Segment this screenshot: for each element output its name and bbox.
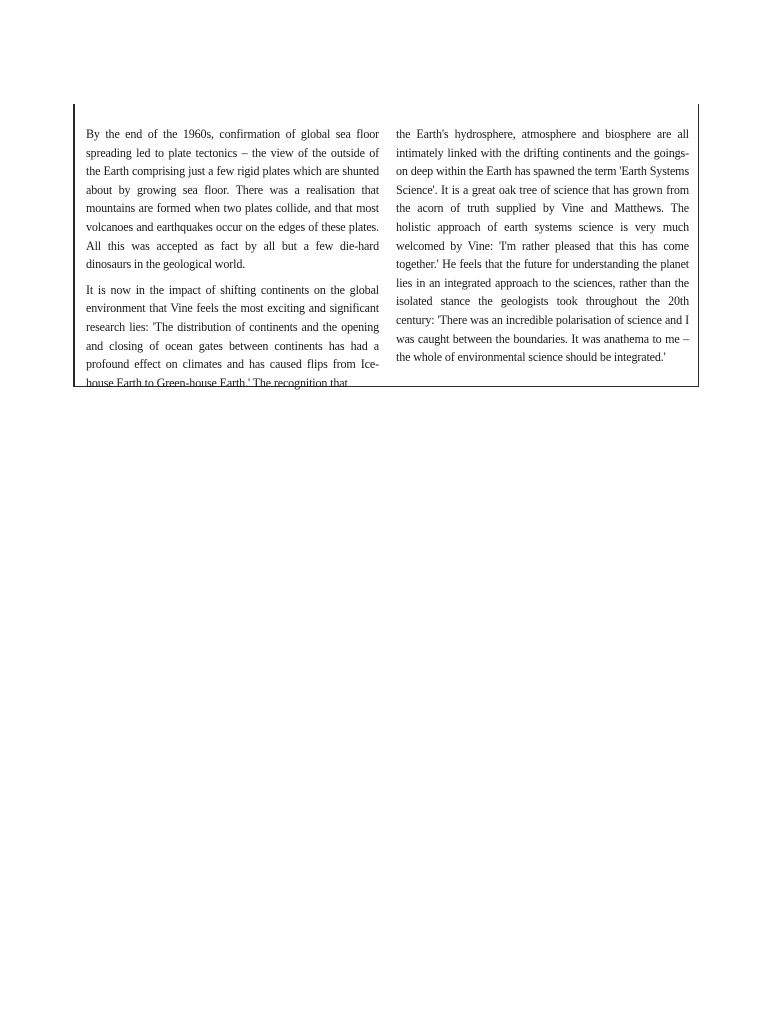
right-text-column — [396, 125, 689, 367]
left-border-rule — [73, 104, 75, 386]
left-paragraph-2: It is now in the impact of shifting continents on the global environment that Vine feels the most exciting and significant research lies: 'The distribution of continents and the opening and closing of ocean gates between continents has had a profound effect on climates and has caused flips from Ice-house Earth to Green-house Earth.' The recognition that — [86, 282, 379, 390]
right-border-rule — [698, 104, 700, 386]
right-paragraph-1: the Earth's hydrosphere, atmosphere and biosphere are all intimately linked with the drifting continents and the goings-on deep within the Earth has spawned the term 'Earth Systems Science'. It is a great oak tree of science that has grown from the acorn of truth supplied by Vine and Matthews. The holistic approach of earth systems science is very much welcomed by Vine: 'I'm rather pleased that this has come together.' He feels that the future for understanding the planet lies in an integrated approach to the sciences, rather than the isolated stance the geologists took throughout the 20th century: 'There was an incredible polarisation of science and I was caught between the boundaries. It was anathema to me – the whole of environmental science should be integrated.' — [396, 127, 689, 365]
left-paragraph-1: By the end of the 1960s, confirmation of global sea floor spreading led to plate tectonics – the view of the outside of the Earth comprising just a few rigid plates which are shunted about by growing sea floor. There was a realisation that mountains are formed when two plates collide, and that most volcanoes and earthquakes occur on the edges of these plates. All this was accepted as fact by all but a few die-hard dinosaurs in the geological world. — [86, 127, 379, 272]
article-frame — [73, 104, 699, 390]
left-text-column — [86, 125, 379, 392]
